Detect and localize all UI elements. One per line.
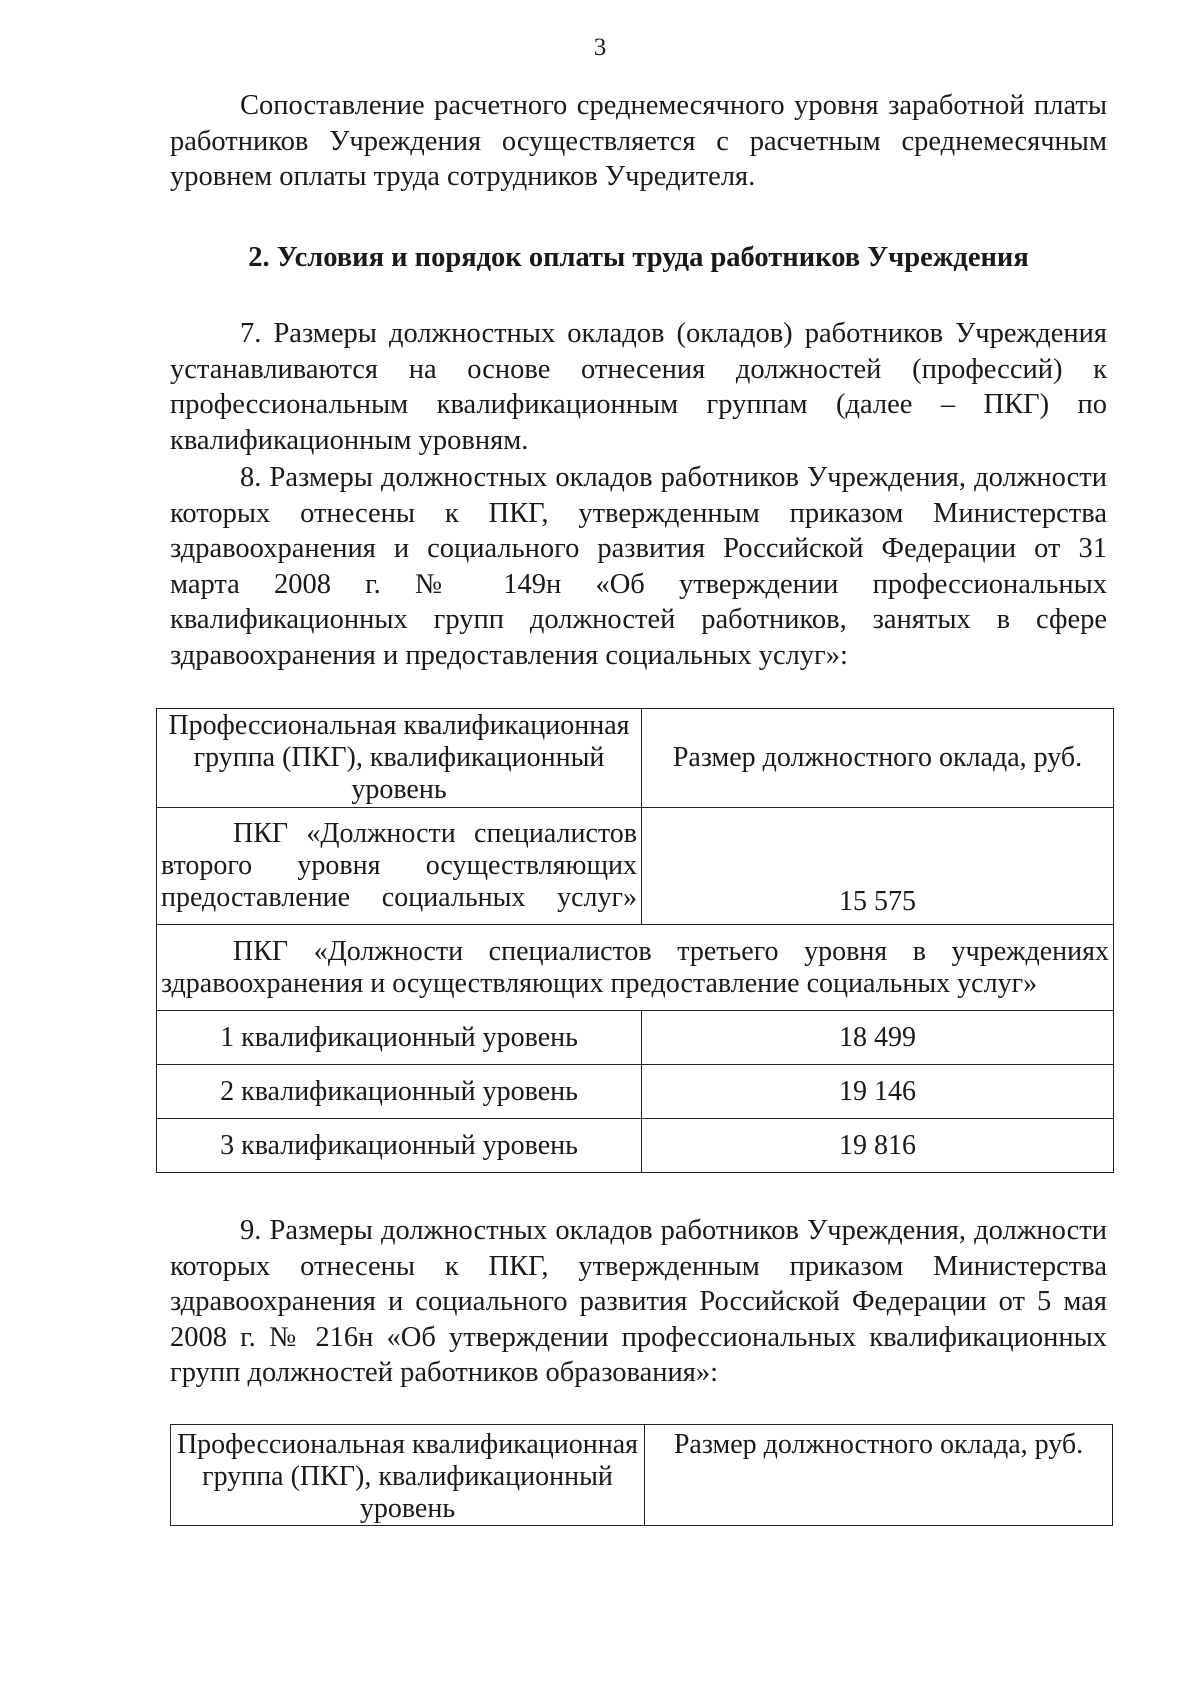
value-cell: 18 499 [642, 1011, 1114, 1065]
level-cell: 1 квалификационный уровень [157, 1011, 642, 1065]
header-group-cell: Профессиональная квалификационная группа (ПКГ), квалификационный уровень [171, 1425, 645, 1526]
group1-line: ПКГ «Должности специалистов [233, 818, 637, 849]
table-row [157, 1119, 1114, 1173]
paragraph-8: 8. Размеры должностных окладов работников Учреждения, должности которых отнесены к ПКГ, утвержденным приказом Министерства здравоохранения и социального развития Российской Федерации от 31 марта 2008 г. № 149н «Об утверждении профессиональных квалификационных групп должностей работников, занятых в сфере здравоохранения и предоставления социальных услуг»: [170, 462, 1107, 671]
paragraph-7: 7. Размеры должностных окладов (окладов) работников Учреждения устанавливаются на основе отнесения должностей (профессий) к профессиональным квалификационным группам (далее – ПКГ) по квалификационным уровням. [170, 318, 1107, 456]
group1-value-cell: 15 575 [642, 808, 1114, 925]
intro-paragraph: Сопоставление расчетного среднемесячного уровня заработной платы работников Учреждения осуществляется с расчетным среднемесячным уровнем оплаты труда сотрудников Учредителя. [170, 90, 1107, 192]
table-header-row [157, 709, 1114, 808]
salary-table-education [170, 1424, 1113, 1526]
value-cell: 19 146 [642, 1065, 1114, 1119]
table-header-row [171, 1425, 1113, 1526]
header-salary-cell: Размер должностного оклада, руб. [645, 1425, 1113, 1526]
value-cell: 19 816 [642, 1119, 1114, 1173]
group1-cell [157, 808, 642, 925]
level-cell: 2 квалификационный уровень [157, 1065, 642, 1119]
group2-cell [157, 925, 1114, 1011]
table-row [157, 925, 1114, 1011]
group2-line: ПКГ «Должности специалистов третьего уровня в учреждениях [233, 935, 1109, 967]
header-salary-cell: Размер должностного оклада, руб. [642, 709, 1114, 808]
table-row [157, 1011, 1114, 1065]
page-number: 3 [593, 34, 607, 61]
group1-line: второго уровня осуществляющих [161, 850, 637, 881]
header-group-cell: Профессиональная квалификационная группа (ПКГ), квалификационный уровень [157, 709, 642, 808]
group2-line: здравоохранения и осуществляющих предоставление социальных услуг» [161, 967, 1038, 999]
table-row [157, 1065, 1114, 1119]
group1-line: предоставление социальных услуг» [161, 882, 637, 913]
level-cell: 3 квалификационный уровень [157, 1119, 642, 1173]
paragraph-9: 9. Размеры должностных окладов работников Учреждения, должности которых отнесены к ПКГ, утвержденным приказом Министерства здравоохранения и социального развития Российской Федерации от 5 мая 2008 г. № 216н «Об утверждении профессиональных квалификационных групп должностей работников образования»: [170, 1215, 1107, 1388]
section-heading: 2. Условия и порядок оплаты труда работников Учреждения [248, 242, 1029, 273]
salary-table-healthcare [156, 708, 1114, 1173]
table-row [157, 808, 1114, 925]
